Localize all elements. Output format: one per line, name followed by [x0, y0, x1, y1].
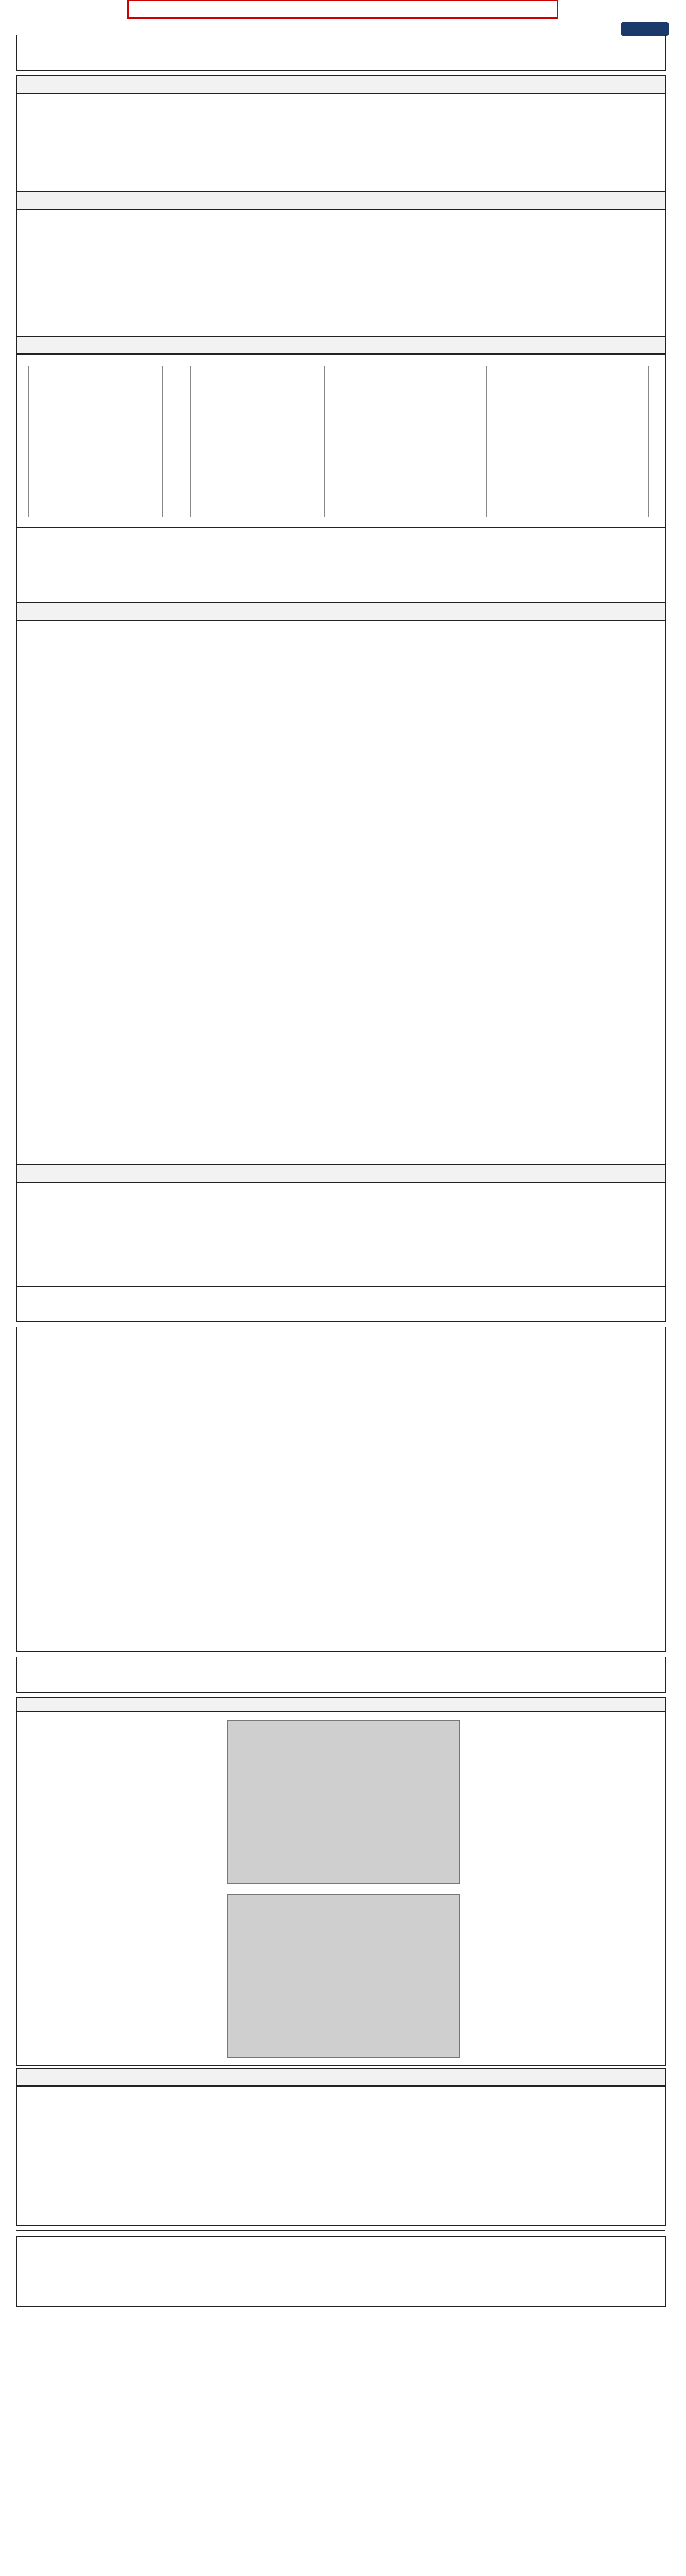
detail-status-section-title: [16, 602, 666, 621]
signature-section-title: [16, 2068, 666, 2087]
basic-info-section-title: [16, 75, 666, 94]
basic-info-table: [16, 93, 666, 192]
inspection-notice-text: [16, 1327, 666, 1652]
special-notes-box: [16, 1286, 666, 1322]
exchange-repair-table: [16, 527, 666, 604]
vehicle-diagram-panel: [16, 353, 666, 528]
signature-box: [16, 2085, 666, 2226]
vehicle-diagram-rear: [353, 366, 487, 517]
footer-box: [16, 2236, 666, 2307]
report-header: [16, 35, 666, 71]
other-info-section-title: [16, 1164, 666, 1183]
vehicle-photo-front: [227, 1720, 460, 1884]
accident-exchange-section-title: [16, 336, 666, 355]
agency-info-box: [16, 1657, 666, 1693]
photo-section-title: [16, 1697, 666, 1712]
general-status-table: [16, 209, 666, 337]
vehicle-diagram-bottom: [515, 366, 649, 517]
vehicle-photo-rear: [227, 1894, 460, 2058]
print-button[interactable]: [621, 22, 669, 36]
warning-banner: [127, 0, 558, 19]
footer-divider: [16, 2230, 665, 2231]
vehicle-diagram-front: [190, 366, 325, 517]
other-info-table: [16, 1182, 666, 1287]
detail-status-table: [16, 620, 666, 1165]
vehicle-diagram-top: [28, 366, 163, 517]
general-status-section-title: [16, 191, 666, 210]
